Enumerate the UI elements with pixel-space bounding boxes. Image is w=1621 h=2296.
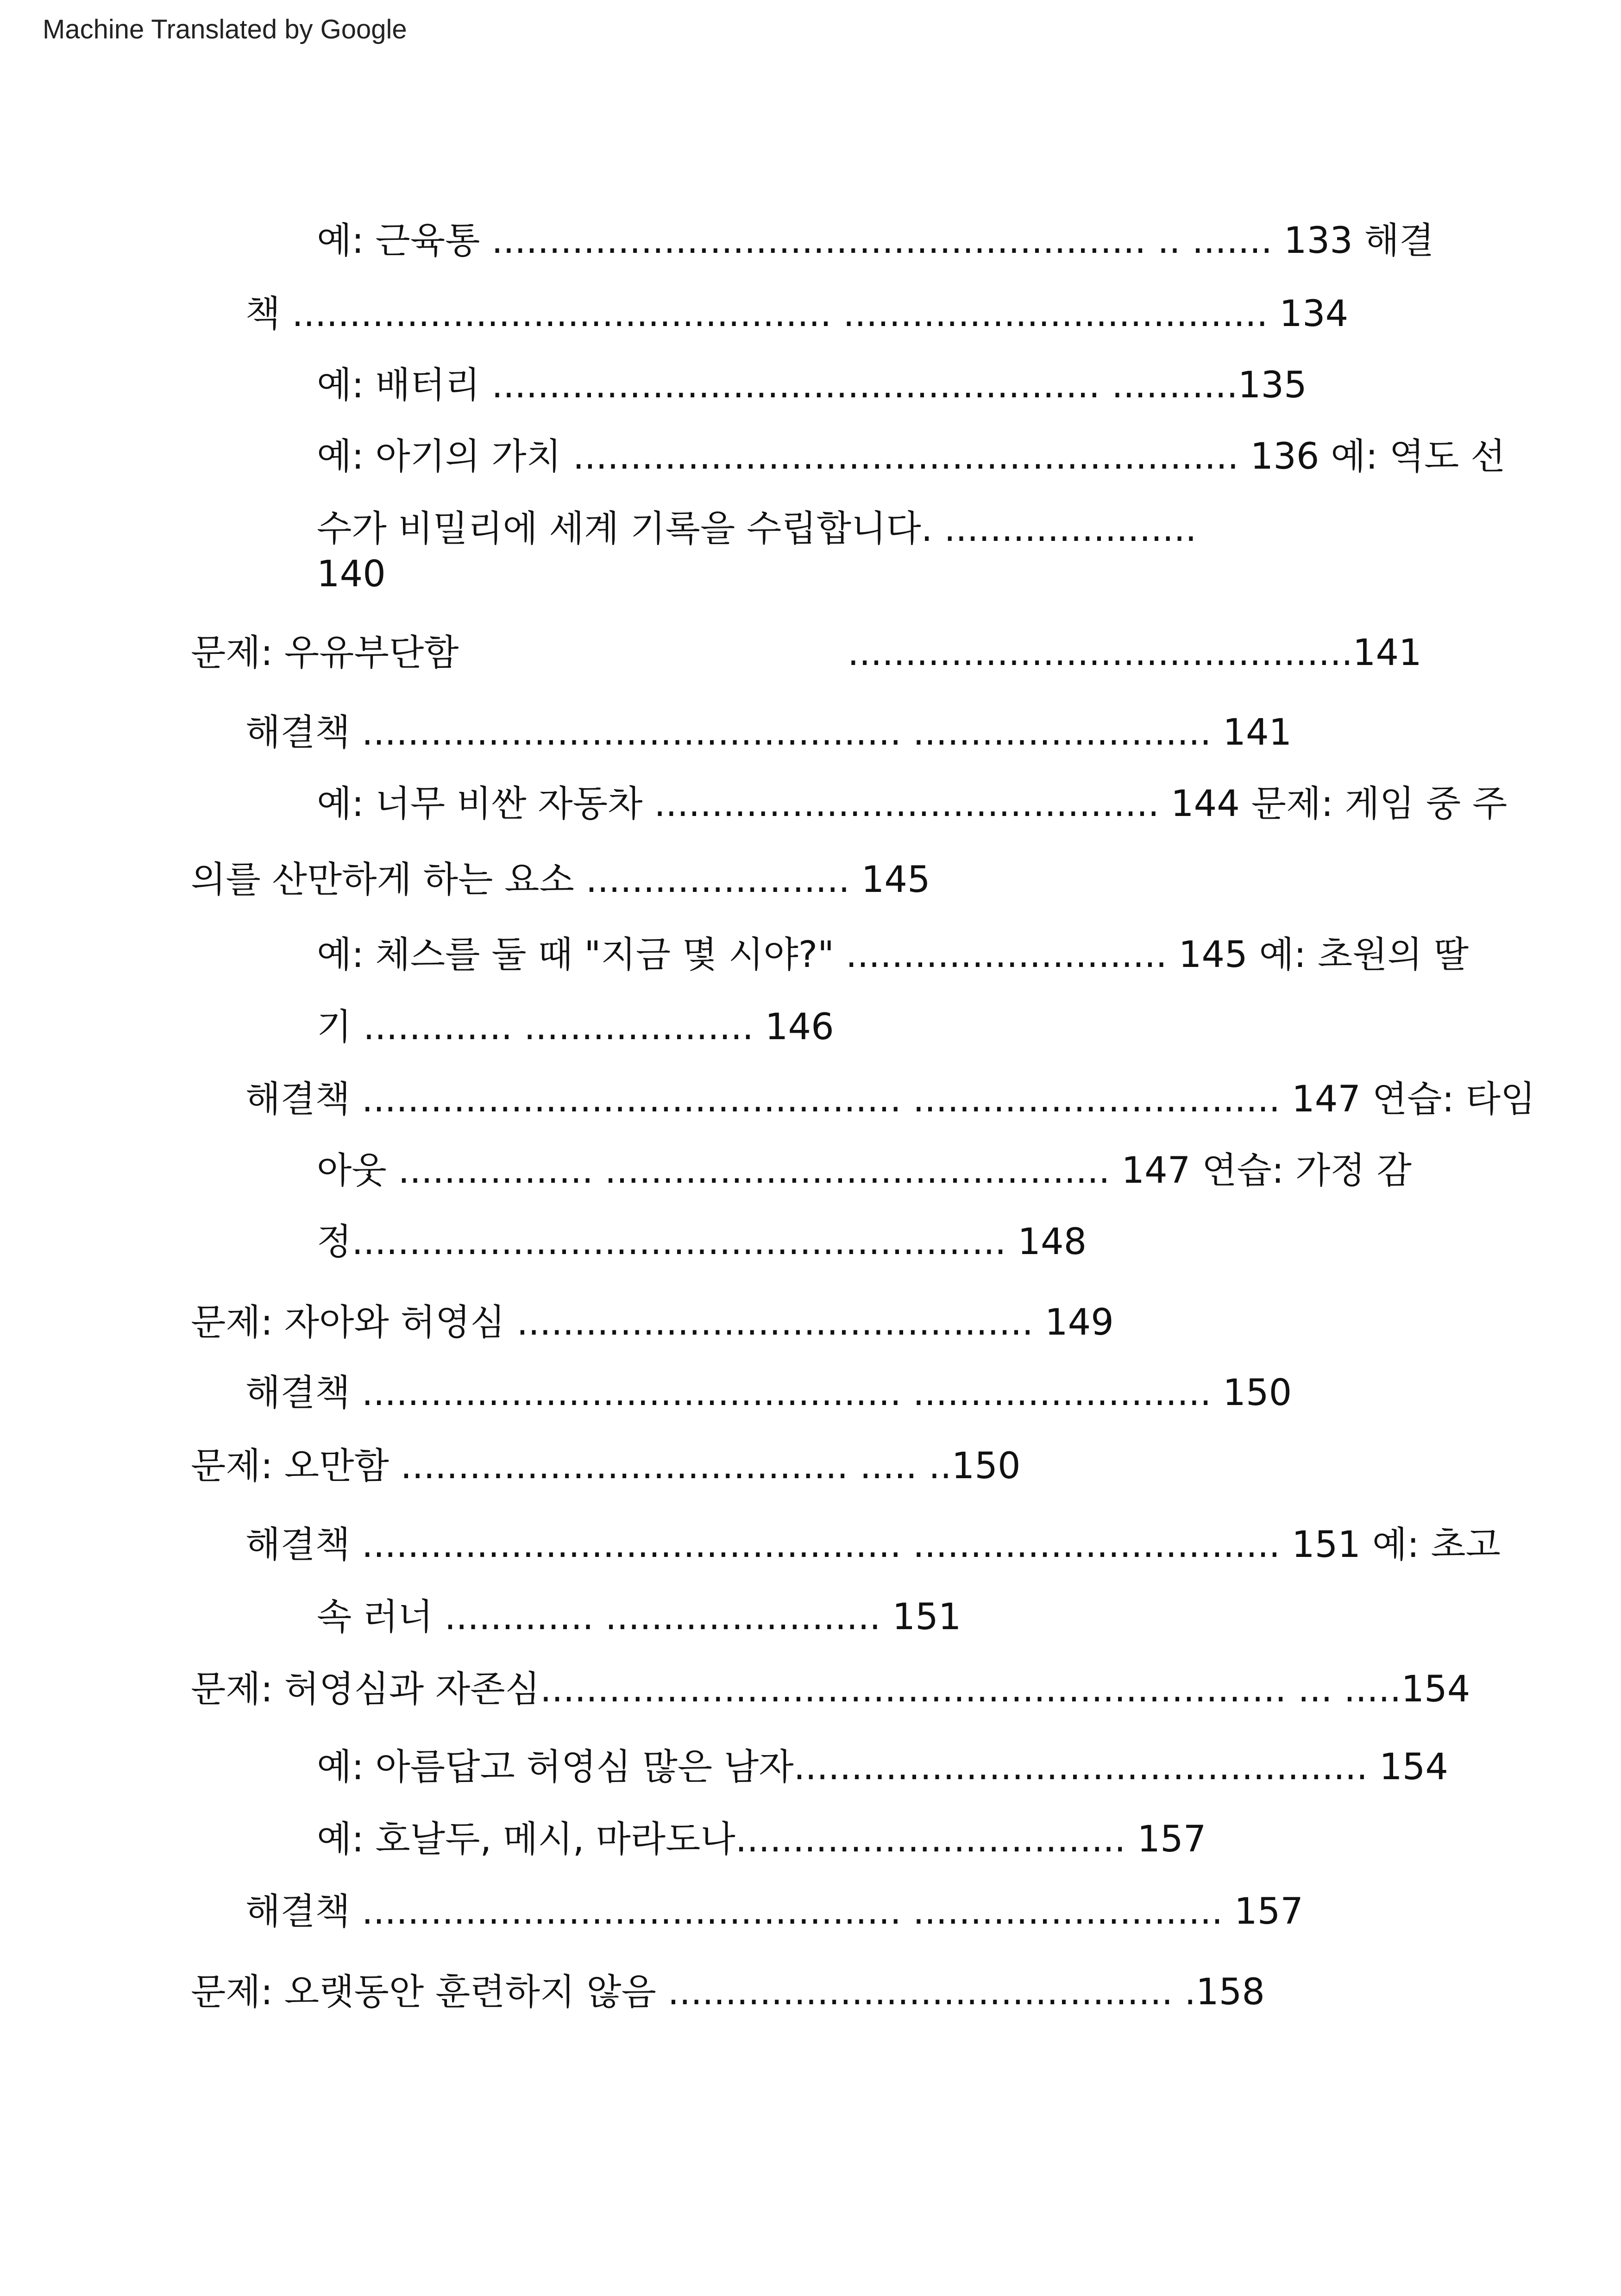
toc-entry[interactable]: 의를 산만하게 하는 요소 ....................... 145: [191, 859, 930, 901]
toc-entry[interactable]: 예: 근육통 ......................................................... .. ....... 133 해결: [317, 220, 1434, 262]
toc-entry[interactable]: 해결책 ............................................... .......................... 150: [245, 1372, 1292, 1414]
toc-entry[interactable]: 책 ............................................... ..................................... 134: [245, 293, 1349, 335]
toc-entry[interactable]: 예: 호날두, 메시, 마라도나.................................. 157: [317, 1819, 1206, 1860]
toc-page-number[interactable]: 140: [317, 553, 386, 595]
machine-translation-banner: Machine Translated by Google: [43, 14, 407, 44]
toc-entry[interactable]: 해결책 ............................................... ................................ 151 예: 초고: [245, 1524, 1501, 1566]
toc-entry[interactable]: 예: 배터리 ..................................................... ...........135: [317, 364, 1307, 406]
toc-entry[interactable]: 해결책 ............................................... ................................ 147 연습: 타임: [245, 1079, 1536, 1120]
toc-entry[interactable]: 문제: 우유부단함: [191, 632, 459, 674]
toc-entry[interactable]: 예: 아름답고 허영심 많은 남자.................................................. 154: [317, 1746, 1449, 1788]
toc-entry[interactable]: 해결책 ............................................... .......................... 141: [245, 712, 1292, 753]
toc-entry[interactable]: 기 ............. .................... 146: [317, 1006, 834, 1048]
toc-leader[interactable]: ............................................141: [848, 632, 1422, 674]
toc-entry[interactable]: 문제: 자아와 허영심 ............................................. 149: [191, 1302, 1114, 1343]
toc-entry[interactable]: 예: 체스를 둘 때 "지금 몇 시야?" ............................ 145 예: 초원의 딸: [317, 934, 1469, 976]
toc-entry[interactable]: 문제: 허영심과 자존심................................................................. ... .....154: [191, 1669, 1470, 1710]
toc-entry[interactable]: 예: 너무 비싼 자동차 ............................................ 144 문제: 게임 중 주: [317, 783, 1508, 825]
toc-entry[interactable]: 해결책 ............................................... ........................... 157: [245, 1891, 1304, 1932]
toc-entry[interactable]: 수가 비밀리에 세계 기록을 수립합니다. ......................: [317, 508, 1197, 550]
toc-entry[interactable]: 속 러너 ............. ........................ 151: [317, 1596, 961, 1638]
toc-entry[interactable]: 문제: 오랫동안 훈련하지 않음 ............................................ .158: [191, 1971, 1265, 2013]
toc-entry[interactable]: 아웃 ................. ............................................ 147 연습: 가정 감: [317, 1150, 1412, 1192]
toc-entry[interactable]: 예: 아기의 가치 .......................................................... 136 예: 역도 선: [317, 436, 1506, 477]
toc-entry[interactable]: 정......................................................... 148: [317, 1221, 1087, 1263]
toc-entry[interactable]: 문제: 오만함 ....................................... ..... ..150: [191, 1445, 1021, 1487]
